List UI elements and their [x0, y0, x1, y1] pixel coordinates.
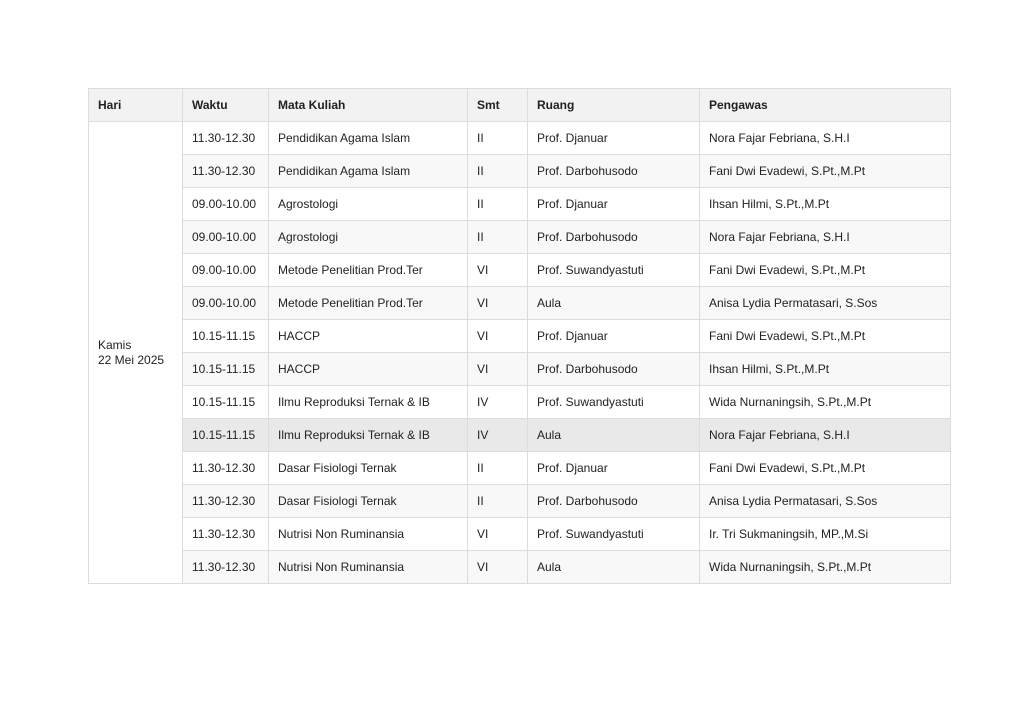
cell-mata-kuliah: HACCP	[269, 353, 468, 386]
cell-waktu: 09.00-10.00	[183, 188, 269, 221]
cell-smt: VI	[468, 320, 528, 353]
table-header-row	[89, 89, 951, 122]
cell-waktu: 10.15-11.15	[183, 386, 269, 419]
cell-smt: II	[468, 188, 528, 221]
cell-waktu: 11.30-12.30	[183, 122, 269, 155]
header-pengawas: Pengawas	[700, 89, 951, 122]
cell-waktu: 09.00-10.00	[183, 221, 269, 254]
cell-pengawas: Fani Dwi Evadewi, S.Pt.,M.Pt	[700, 452, 951, 485]
header-mata-kuliah: Mata Kuliah	[269, 89, 468, 122]
cell-ruang: Prof. Djanuar	[528, 320, 700, 353]
cell-mata-kuliah: Metode Penelitian Prod.Ter	[269, 287, 468, 320]
cell-pengawas: Nora Fajar Febriana, S.H.I	[700, 122, 951, 155]
cell-pengawas: Fani Dwi Evadewi, S.Pt.,M.Pt	[700, 254, 951, 287]
day-name: Kamis	[98, 337, 132, 352]
cell-pengawas: Nora Fajar Febriana, S.H.I	[700, 221, 951, 254]
table-row	[89, 551, 951, 584]
cell-ruang: Prof. Suwandyastuti	[528, 518, 700, 551]
schedule-table	[88, 88, 951, 584]
table-row	[89, 287, 951, 320]
cell-smt: VI	[468, 287, 528, 320]
cell-pengawas: Wida Nurnaningsih, S.Pt.,M.Pt	[700, 386, 951, 419]
cell-waktu: 10.15-11.15	[183, 320, 269, 353]
table-row	[89, 320, 951, 353]
cell-waktu: 11.30-12.30	[183, 551, 269, 584]
cell-smt: IV	[468, 386, 528, 419]
cell-waktu: 10.15-11.15	[183, 353, 269, 386]
cell-mata-kuliah: Ilmu Reproduksi Ternak & IB	[269, 386, 468, 419]
cell-waktu: 09.00-10.00	[183, 287, 269, 320]
cell-smt: II	[468, 452, 528, 485]
cell-mata-kuliah: Pendidikan Agama Islam	[269, 122, 468, 155]
table-row	[89, 386, 951, 419]
cell-mata-kuliah: Dasar Fisiologi Ternak	[269, 452, 468, 485]
table-row	[89, 155, 951, 188]
cell-waktu: 10.15-11.15	[183, 419, 269, 452]
table-row	[89, 518, 951, 551]
cell-smt: VI	[468, 353, 528, 386]
cell-pengawas: Wida Nurnaningsih, S.Pt.,M.Pt	[700, 551, 951, 584]
cell-mata-kuliah: Metode Penelitian Prod.Ter	[269, 254, 468, 287]
cell-smt: VI	[468, 518, 528, 551]
day-date: 22 Mei 2025	[98, 352, 165, 367]
table-row	[89, 353, 951, 386]
cell-ruang: Prof. Darbohusodo	[528, 221, 700, 254]
cell-pengawas: Nora Fajar Febriana, S.H.I	[700, 419, 951, 452]
cell-pengawas: Ihsan Hilmi, S.Pt.,M.Pt	[700, 353, 951, 386]
cell-smt: IV	[468, 419, 528, 452]
table-row	[89, 419, 951, 452]
table-row	[89, 188, 951, 221]
cell-waktu: 09.00-10.00	[183, 254, 269, 287]
cell-ruang: Aula	[528, 551, 700, 584]
cell-smt: II	[468, 221, 528, 254]
cell-smt: VI	[468, 551, 528, 584]
cell-mata-kuliah: Nutrisi Non Ruminansia	[269, 518, 468, 551]
table-row	[89, 122, 951, 155]
cell-pengawas: Anisa Lydia Permatasari, S.Sos	[700, 287, 951, 320]
table-row	[89, 452, 951, 485]
cell-pengawas: Ihsan Hilmi, S.Pt.,M.Pt	[700, 188, 951, 221]
header-smt: Smt	[468, 89, 528, 122]
cell-smt: II	[468, 122, 528, 155]
cell-mata-kuliah: Agrostologi	[269, 188, 468, 221]
cell-mata-kuliah: Nutrisi Non Ruminansia	[269, 551, 468, 584]
cell-mata-kuliah: HACCP	[269, 320, 468, 353]
cell-mata-kuliah: Ilmu Reproduksi Ternak & IB	[269, 419, 468, 452]
table-row	[89, 485, 951, 518]
cell-ruang: Prof. Darbohusodo	[528, 353, 700, 386]
cell-ruang: Aula	[528, 287, 700, 320]
cell-ruang: Aula	[528, 419, 700, 452]
cell-ruang: Prof. Darbohusodo	[528, 155, 700, 188]
cell-ruang: Prof. Suwandyastuti	[528, 386, 700, 419]
cell-smt: VI	[468, 254, 528, 287]
cell-ruang: Prof. Djanuar	[528, 188, 700, 221]
header-waktu: Waktu	[183, 89, 269, 122]
cell-mata-kuliah: Pendidikan Agama Islam	[269, 155, 468, 188]
cell-ruang: Prof. Djanuar	[528, 122, 700, 155]
cell-pengawas: Anisa Lydia Permatasari, S.Sos	[700, 485, 951, 518]
cell-hari	[89, 122, 183, 584]
cell-waktu: 11.30-12.30	[183, 485, 269, 518]
table-row	[89, 221, 951, 254]
cell-pengawas: Ir. Tri Sukmaningsih, MP.,M.Si	[700, 518, 951, 551]
cell-ruang: Prof. Djanuar	[528, 452, 700, 485]
cell-ruang: Prof. Darbohusodo	[528, 485, 700, 518]
header-ruang: Ruang	[528, 89, 700, 122]
cell-smt: II	[468, 155, 528, 188]
exam-schedule	[88, 88, 950, 584]
cell-waktu: 11.30-12.30	[183, 452, 269, 485]
cell-waktu: 11.30-12.30	[183, 155, 269, 188]
cell-ruang: Prof. Suwandyastuti	[528, 254, 700, 287]
cell-waktu: 11.30-12.30	[183, 518, 269, 551]
cell-pengawas: Fani Dwi Evadewi, S.Pt.,M.Pt	[700, 320, 951, 353]
cell-mata-kuliah: Dasar Fisiologi Ternak	[269, 485, 468, 518]
cell-smt: II	[468, 485, 528, 518]
cell-pengawas: Fani Dwi Evadewi, S.Pt.,M.Pt	[700, 155, 951, 188]
header-hari: Hari	[89, 89, 183, 122]
table-row	[89, 254, 951, 287]
cell-mata-kuliah: Agrostologi	[269, 221, 468, 254]
